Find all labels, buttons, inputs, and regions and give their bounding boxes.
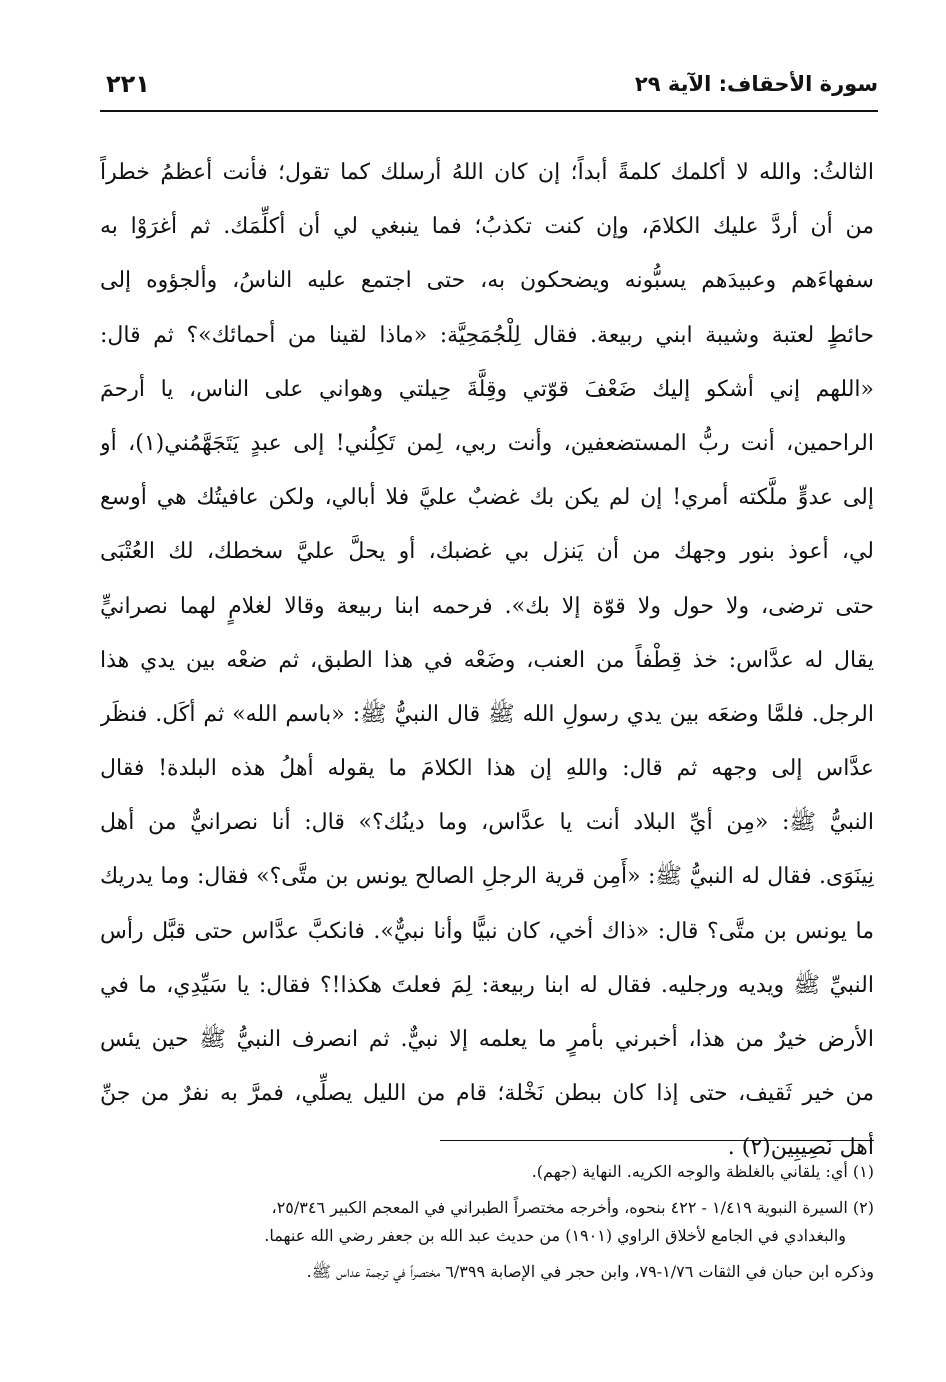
footnote-2-line-2: والبغدادي في الجامع لأخلاق الراوي (١٩٠١) من حديث عبد الله بن جعفر رضي الله عنهما.	[264, 1226, 846, 1245]
text-line: «اللهم إني أشكو إليك ضَعْفَ قوّتي وقِلَّةَ حِيلتي وهواني على الناس، يا أرحمَ	[100, 376, 874, 402]
footnote-separator	[440, 1140, 874, 1141]
text-line: الراحمين، أنت ربُّ المستضعفين، وأنت ربي، لِمن تَكِلُني! إلى عبدٍ يَتَجَهَّمُني(١)، أو	[100, 430, 874, 456]
footnote-1: (١) أي: يلقاني بالغلظة والوجه الكريه. النهاية (جهم).	[531, 1162, 874, 1181]
text-line: ما يونس بن متَّى؟ قال: «ذاك أخي، كان نبيًّا وأنا نبيٌّ». فانكبَّ عدَّاس حتى قبَّل رأس	[100, 918, 874, 944]
footnote-2-line-1: (٢) السيرة النبوية ١/٤١٩ - ٤٢٢ بنحوه، وأخرجه مختصراً الطبراني في المعجم الكبير ٢٥/٣٤٦،	[271, 1198, 874, 1217]
text-line: من خير ثَقيف، حتى إذا كان ببطن نَخْلة؛ قام من الليل يصلِّي، فمرَّ به نفرٌ من جنِّ	[100, 1081, 874, 1107]
text-line: أهل نَصِيبِين(٢) .	[727, 1135, 874, 1161]
text-line: النبيِّ ﷺ ويديه ورجليه. فقال له ابنا ربيعة: لِمَ فعلتَ هكذا!؟ فقال: يا سَيِّدِي، ما في	[100, 972, 874, 998]
text-line: الثالثُ: والله لا أكلمك كلمةً أبداً؛ إن كان اللهُ أرسلك كما تقول؛ فأنت أعظمُ خطراً	[100, 160, 874, 185]
text-line: إلى عدوٍّ ملَّكته أمري! إن لم يكن بك غضبٌ عليَّ فلا أبالي، ولكن عافيتُك هي أوسع	[100, 485, 874, 511]
text-line: حتى ترضى، ولا حول ولا قوّة إلا بك». فرحمه ابنا ربيعة وقالا لغلامٍ لهما نصرانيٍّ	[100, 593, 874, 619]
text-line: حائطٍ لعتبة وشيبة ابني ربيعة. فقال لِلْجُمَحِيَّة: «ماذا لقينا من أحمائك»؟ ثم قال:	[100, 322, 874, 348]
text-line: نِينَوَى. فقال له النبيُّ ﷺ: «أَمِن قرية الرجلِ الصالح يونس بن متَّى؟» فقال: وما يدريك	[100, 864, 874, 890]
main-text	[100, 146, 874, 1176]
text-line: الأرض خيرٌ من هذا، أخبرني بأمرٍ ما يعلمه إلا نبيٌّ. ثم انصرف النبيُّ ﷺ حين يئس	[100, 1027, 874, 1052]
text-line: عدَّاس إلى وجهه ثم قال: واللهِ إن هذا الكلامَ ما يقوله أهلُ هذه البلدة! فقال	[100, 756, 874, 782]
header-rule	[100, 110, 878, 112]
footnote-2-line-3: وذكره ابن حبان في الثقات ١/٧٦-٧٩، وابن حجر في الإصابة ٦/٣٩٩ مختصراً في ترجمة عداس ﷺ.	[306, 1262, 874, 1281]
running-title: سورة الأحقاف: الآية ٢٩	[634, 72, 878, 96]
page-header	[100, 66, 878, 106]
text-line: لي، أعوذ بنور وجهك من أن يَنزل بي غضبك، أو يحلَّ عليَّ سخطك، لك العُتْبَى	[100, 539, 874, 565]
text-line: الرجل. فلمَّا وضعَه بين يدي رسولِ الله ﷺ قال النبيُّ ﷺ: «باسم الله» ثم أكَل. فنظَر	[100, 701, 874, 727]
text-line: سفهاءَهم وعبيدَهم يسبُّونه ويضحكون به، حتى اجتمع عليه الناسُ، وألجؤوه إلى	[100, 268, 874, 294]
text-line: النبيُّ ﷺ: «مِن أيِّ البلاد أنت يا عدَّاس، وما دينُك؟» قال: أنا نصرانيٌّ من أهل	[100, 810, 874, 836]
page-number: ٢٢١	[106, 70, 150, 98]
text-line: من أن أردَّ عليك الكلامَ، وإن كنت تكذبُ؛ فما ينبغي لي أن أكلِّمَك. ثم أغرَوْا به	[100, 214, 874, 240]
footnotes	[100, 1158, 874, 1286]
text-line: يقال له عدَّاس: خذ قِطْفاً من العنب، وضَعْه في هذا الطبق، ثم ضعْه بين يدي هذا	[100, 647, 874, 673]
